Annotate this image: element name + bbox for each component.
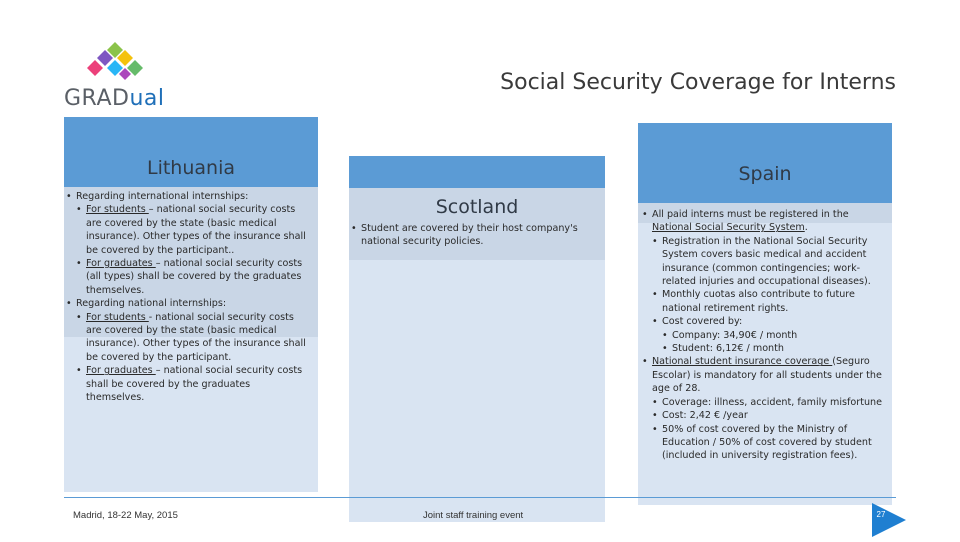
bullet-text: All paid interns must be registered in the: [652, 209, 849, 220]
column-body-lithuania: [64, 190, 318, 405]
bullet-item: [76, 203, 310, 257]
bullet-text: – national social security costs (all types) shall be covered by the graduates themselves.: [86, 258, 303, 296]
column-lithuania: [64, 117, 318, 492]
bullet-text: Registration in the National Social Security System covers basic medical and accident insurance (common contingencies; work-related injuries and occupational diseases).: [662, 235, 871, 288]
bullet-item: [662, 329, 884, 342]
column-title-spain: Spain: [738, 163, 792, 185]
column-body-scotland: [349, 222, 605, 249]
footer-event-name: Joint staff training event: [423, 510, 524, 521]
column-body-spain: [638, 208, 892, 463]
column-header: [349, 156, 605, 188]
bullet-underlined-text: National student insurance coverage: [652, 356, 833, 368]
bullet-item: [652, 396, 884, 409]
bullet-text: Regarding international internships:: [76, 191, 249, 202]
column-spain: [638, 123, 892, 505]
bullet-text: - national social security costs are covered by the state (basic medical insurance). Other types of the insurance shall be covered by the participant.: [86, 311, 306, 363]
gradual-logo-icon: [86, 40, 144, 84]
bullet-item: [351, 222, 597, 249]
bullet-text: Cost covered by:: [662, 316, 743, 328]
column-scotland: [349, 156, 605, 522]
page-marker-icon: [872, 503, 906, 537]
bullet-underlined-text: For graduates: [86, 365, 156, 377]
footer-divider: [64, 497, 896, 498]
bullet-item: [652, 315, 884, 328]
column-title-scotland: Scotland: [435, 196, 519, 218]
logo-text-ual: ual: [129, 86, 165, 111]
bullet-text: Student are covered by their host company's national security policies.: [361, 223, 578, 248]
footer-date-location: Madrid, 18-22 May, 2015: [73, 510, 178, 521]
gradual-logo: [64, 40, 174, 112]
bullet-list: [66, 190, 310, 405]
column-title-lithuania: Lithuania: [146, 157, 235, 179]
bullet-item: [652, 409, 884, 422]
page-number: 27: [876, 510, 886, 519]
bullet-item: [662, 342, 884, 355]
logo-wordmark: [64, 86, 164, 111]
bullet-item: [76, 364, 310, 404]
page-number-badge: [872, 503, 906, 537]
bullet-item: [76, 311, 310, 365]
slide-title: Social Security Coverage for Interns: [500, 70, 896, 95]
bullet-text: – national social security costs are covered by the state (basic medical insurance). Other types of the insurance shall be covered by the participant..: [86, 204, 306, 256]
bullet-text: Company: 34,90€ / month: [672, 329, 798, 341]
bullet-text: 50% of cost covered by the Ministry of Education / 50% of cost covered by student (included in university registration fees).: [662, 423, 872, 462]
bullet-item: [66, 297, 310, 310]
bullet-item: [642, 208, 884, 235]
bullet-text: (Seguro Escolar) is mandatory for all students under the age of 28.: [652, 356, 882, 395]
bullet-underlined-text: For students: [86, 311, 149, 323]
bullet-item: [66, 190, 310, 203]
bullet-text-end: .: [804, 222, 808, 234]
bullet-text: – national social security costs shall be covered by the graduates themselves.: [86, 365, 303, 404]
bullet-item: [652, 288, 884, 315]
logo-text-grad: GRAD: [64, 86, 130, 111]
bullet-item: [642, 355, 884, 395]
bullet-list: [642, 208, 884, 463]
bullet-text: Cost: 2,42 € /year: [662, 410, 748, 422]
bullet-item: [652, 423, 884, 463]
bullet-text: Monthly cuotas also contribute to future national retirement rights.: [662, 289, 855, 314]
bullet-underlined-text: For students: [86, 204, 149, 216]
bullet-item: [76, 257, 310, 297]
bullet-text: Coverage: illness, accident, family misfortune: [662, 396, 883, 408]
bullet-text: Student: 6,12€ / month: [672, 343, 784, 355]
bullet-item: [652, 235, 884, 289]
bullet-underlined-text: For graduates: [86, 258, 156, 270]
bullet-text: Regarding national internships:: [76, 298, 227, 310]
bullet-underlined-text: National Social Security System: [652, 222, 805, 234]
bullet-list: [351, 222, 597, 249]
